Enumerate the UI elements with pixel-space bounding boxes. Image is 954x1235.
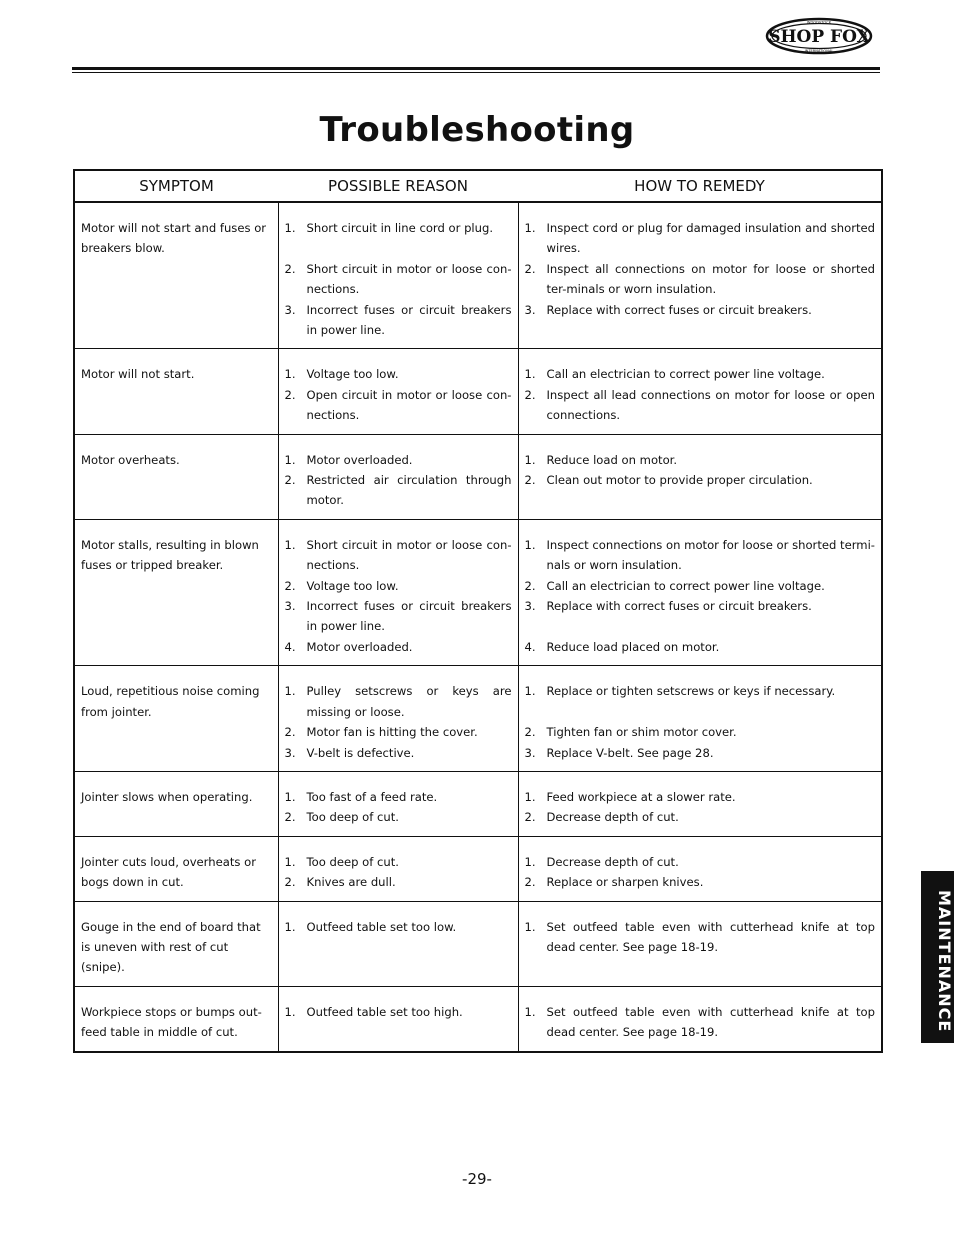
reason-cell xyxy=(278,901,518,986)
item-text: Replace or tighten setscrews or keys if necessary. xyxy=(546,684,836,699)
table-row xyxy=(74,519,882,665)
item-number: 2. xyxy=(284,387,296,402)
item-text: Incorrect fuses or circuit breakers in power line. xyxy=(306,599,512,634)
reason-item xyxy=(285,470,512,511)
remedy-item xyxy=(525,259,876,300)
symptom-cell: Motor will not start and fuses or breakers blow. xyxy=(74,202,278,349)
item-text: Call an electrician to correct power line voltage. xyxy=(546,367,825,382)
table-row xyxy=(74,771,882,836)
remedy-item xyxy=(525,852,876,872)
remedy-item xyxy=(525,637,876,657)
symptom-cell: Motor overheats. xyxy=(74,434,278,519)
item-text: Reduce load on motor. xyxy=(546,452,678,467)
remedy-cell xyxy=(518,666,882,772)
reason-item xyxy=(285,681,512,722)
item-number: 2. xyxy=(524,261,536,276)
reason-cell xyxy=(278,836,518,901)
item-number: 3. xyxy=(524,302,536,317)
reason-cell xyxy=(278,434,518,519)
item-number: 1. xyxy=(284,221,296,235)
remedy-item xyxy=(525,218,876,259)
remedy-cell xyxy=(518,836,882,901)
item-text: Too fast of a feed rate. xyxy=(306,789,438,804)
item-text: Outfeed table set too low. xyxy=(306,919,457,934)
item-number: 2. xyxy=(524,875,536,890)
item-number: 4. xyxy=(284,639,296,654)
reason-item xyxy=(285,450,512,470)
item-text: Decrease depth of cut. xyxy=(546,854,679,869)
item-number: 1. xyxy=(524,919,536,934)
reason-item xyxy=(285,385,512,426)
reason-item xyxy=(285,852,512,872)
reason-cell xyxy=(278,666,518,772)
remedy-item xyxy=(525,787,876,807)
item-text: Knives are dull. xyxy=(306,875,396,890)
table-row xyxy=(74,434,882,519)
item-text: Tighten fan or shim motor cover. xyxy=(546,725,737,740)
symptom-cell: Jointer slows when operating. xyxy=(74,771,278,836)
reason-item xyxy=(285,917,512,937)
svg-text:INTERNATIONAL: INTERNATIONAL xyxy=(804,49,834,53)
remedy-cell xyxy=(518,349,882,434)
reason-item xyxy=(285,637,512,657)
item-number: 1. xyxy=(284,919,296,934)
item-text: Replace or sharpen knives. xyxy=(546,875,704,890)
remedy-item xyxy=(525,300,876,320)
spacer xyxy=(285,238,512,258)
reason-item xyxy=(285,535,512,576)
item-text: Restricted air circulation through motor. xyxy=(306,473,512,508)
remedy-item xyxy=(525,872,876,892)
item-number: 1. xyxy=(284,789,296,804)
item-text: Replace V-belt. See page 28. xyxy=(546,745,714,760)
table-row xyxy=(74,202,882,349)
reason-item xyxy=(285,872,512,892)
item-number: 2. xyxy=(524,473,536,488)
item-text: Voltage too low. xyxy=(306,578,399,593)
remedy-item xyxy=(525,596,876,616)
item-text: Too deep of cut. xyxy=(306,810,399,825)
table-row xyxy=(74,349,882,434)
reason-item xyxy=(285,300,512,341)
reason-item xyxy=(285,576,512,596)
item-number: 2. xyxy=(524,578,536,593)
item-number: 1. xyxy=(524,684,536,699)
remedy-item xyxy=(525,917,876,958)
reason-cell xyxy=(278,349,518,434)
item-number: 2. xyxy=(284,810,296,825)
item-number: 1. xyxy=(284,1004,296,1019)
symptom-cell: Jointer cuts loud, overheats or bogs down in cut. xyxy=(74,836,278,901)
item-text: Motor overloaded. xyxy=(306,452,413,467)
item-number: 2. xyxy=(284,473,296,488)
item-number: 1. xyxy=(284,452,296,467)
item-text: Short circuit in motor or loose con-nections. xyxy=(306,537,512,573)
remedy-cell xyxy=(518,771,882,836)
troubleshooting-table xyxy=(73,169,883,1053)
item-number: 3. xyxy=(524,599,536,614)
table-row xyxy=(74,901,882,986)
remedy-item xyxy=(525,807,876,827)
reason-item xyxy=(285,743,512,763)
item-number: 2. xyxy=(524,810,536,825)
item-text: Open circuit in motor or loose con-nections. xyxy=(306,387,512,423)
page-number: -29- xyxy=(462,1170,492,1188)
reason-item xyxy=(285,259,512,300)
item-number: 2. xyxy=(284,578,296,593)
table-row xyxy=(74,836,882,901)
symptom-cell: Motor stalls, resulting in blown fuses or tripped breaker. xyxy=(74,519,278,665)
item-number: 2. xyxy=(284,875,296,890)
item-text: Incorrect fuses or circuit breakers in power line. xyxy=(306,302,512,338)
item-number: 2. xyxy=(284,261,296,276)
spacer xyxy=(525,702,876,722)
item-number: 1. xyxy=(284,684,296,699)
item-text: Replace with correct fuses or circuit breakers. xyxy=(546,302,812,317)
remedy-cell xyxy=(518,901,882,986)
item-number: 1. xyxy=(284,537,296,552)
item-text: V-belt is defective. xyxy=(306,745,415,760)
remedy-item xyxy=(525,450,876,470)
remedy-cell xyxy=(518,434,882,519)
shop-fox-logo xyxy=(765,16,873,56)
item-number: 1. xyxy=(524,537,536,552)
item-text: Inspect cord or plug for damaged insulation and shorted wires. xyxy=(546,221,875,256)
item-text: Voltage too low. xyxy=(306,367,399,382)
table-row xyxy=(74,666,882,772)
reason-cell xyxy=(278,202,518,349)
symptom-cell: Loud, repetitious noise coming from jointer. xyxy=(74,666,278,772)
item-text: Inspect connections on motor for loose or shorted termi-nals or worn insulation. xyxy=(546,537,875,573)
reason-cell xyxy=(278,771,518,836)
remedy-item xyxy=(525,535,876,576)
svg-text:WOODSTOCK: WOODSTOCK xyxy=(806,20,832,25)
header-how-to-remedy: HOW TO REMEDY xyxy=(518,170,882,202)
item-text: Inspect all connections on motor for loose or shorted ter-minals or worn insulation. xyxy=(546,261,875,297)
reason-item xyxy=(285,807,512,827)
remedy-item xyxy=(525,576,876,596)
item-text: Set outfeed table even with cutterhead knife at top dead center. See page 18-19. xyxy=(546,919,875,954)
table-body xyxy=(74,202,882,1052)
item-number: 1. xyxy=(524,1004,536,1019)
reason-item xyxy=(285,364,512,384)
item-text: Motor fan is hitting the cover. xyxy=(306,725,478,740)
item-number: 1. xyxy=(524,854,536,869)
item-text: Reduce load placed on motor. xyxy=(546,639,720,654)
header-possible-reason: POSSIBLE REASON xyxy=(278,170,518,202)
item-number: 2. xyxy=(524,725,536,740)
item-text: Set outfeed table even with cutterhead knife at top dead center. See page 18-19. xyxy=(546,1004,875,1040)
item-number: 3. xyxy=(284,302,296,317)
item-text: Pulley setscrews or keys are missing or loose. xyxy=(306,684,512,719)
remedy-cell xyxy=(518,519,882,665)
section-side-tab: MAINTENANCE xyxy=(921,871,954,1043)
symptom-cell: Motor will not start. xyxy=(74,349,278,434)
troubleshooting-table-wrap xyxy=(73,169,881,1053)
item-number: 1. xyxy=(524,367,536,382)
page-title: Troubleshooting xyxy=(319,110,635,150)
remedy-item xyxy=(525,470,876,490)
item-text: Clean out motor to provide proper circulation. xyxy=(546,473,813,488)
remedy-cell xyxy=(518,986,882,1051)
reason-cell xyxy=(278,986,518,1051)
spacer xyxy=(525,616,876,636)
item-text: Short circuit in motor or loose con-nections. xyxy=(306,261,512,297)
item-number: 2. xyxy=(284,725,296,740)
remedy-cell xyxy=(518,202,882,349)
item-text: Replace with correct fuses or circuit breakers. xyxy=(546,599,812,614)
item-text: Motor overloaded. xyxy=(306,639,413,654)
item-text: Call an electrician to correct power line voltage. xyxy=(546,578,825,593)
reason-item xyxy=(285,787,512,807)
item-number: 1. xyxy=(284,854,296,869)
reason-item xyxy=(285,218,512,238)
item-text: Decrease depth of cut. xyxy=(546,810,679,825)
symptom-cell: Gouge in the end of board that is uneven with rest of cut (snipe). xyxy=(74,901,278,986)
reason-item xyxy=(285,722,512,742)
item-number: 1. xyxy=(284,367,296,382)
symptom-cell: Workpiece stops or bumps out-feed table in middle of cut. xyxy=(74,986,278,1051)
header-rule-thin xyxy=(72,72,880,73)
item-text: Short circuit in line cord or plug. xyxy=(306,221,494,235)
item-number: 1. xyxy=(524,452,536,467)
reason-item xyxy=(285,596,512,637)
reason-item xyxy=(285,1002,512,1022)
item-text: Feed workpiece at a slower rate. xyxy=(546,789,736,804)
item-number: 2. xyxy=(524,387,536,402)
remedy-item xyxy=(525,1002,876,1043)
item-number: 3. xyxy=(524,745,536,760)
remedy-item xyxy=(525,722,876,742)
remedy-item xyxy=(525,743,876,763)
item-text: Too deep of cut. xyxy=(306,854,399,869)
item-number: 3. xyxy=(284,599,296,614)
header-rule xyxy=(72,67,880,70)
item-number: 4. xyxy=(524,639,536,654)
table-header-row xyxy=(74,170,882,202)
remedy-item xyxy=(525,385,876,426)
remedy-item xyxy=(525,681,876,701)
svg-text:SHOP FOX: SHOP FOX xyxy=(768,27,870,47)
reason-cell xyxy=(278,519,518,665)
table-row xyxy=(74,986,882,1051)
item-number: 1. xyxy=(524,789,536,804)
item-number: 1. xyxy=(524,221,536,235)
item-number: 3. xyxy=(284,745,296,760)
header-symptom: SYMPTOM xyxy=(74,170,278,202)
item-text: Outfeed table set too high. xyxy=(306,1004,463,1019)
remedy-item xyxy=(525,364,876,384)
item-text: Inspect all lead connections on motor for loose or open connections. xyxy=(546,387,875,423)
